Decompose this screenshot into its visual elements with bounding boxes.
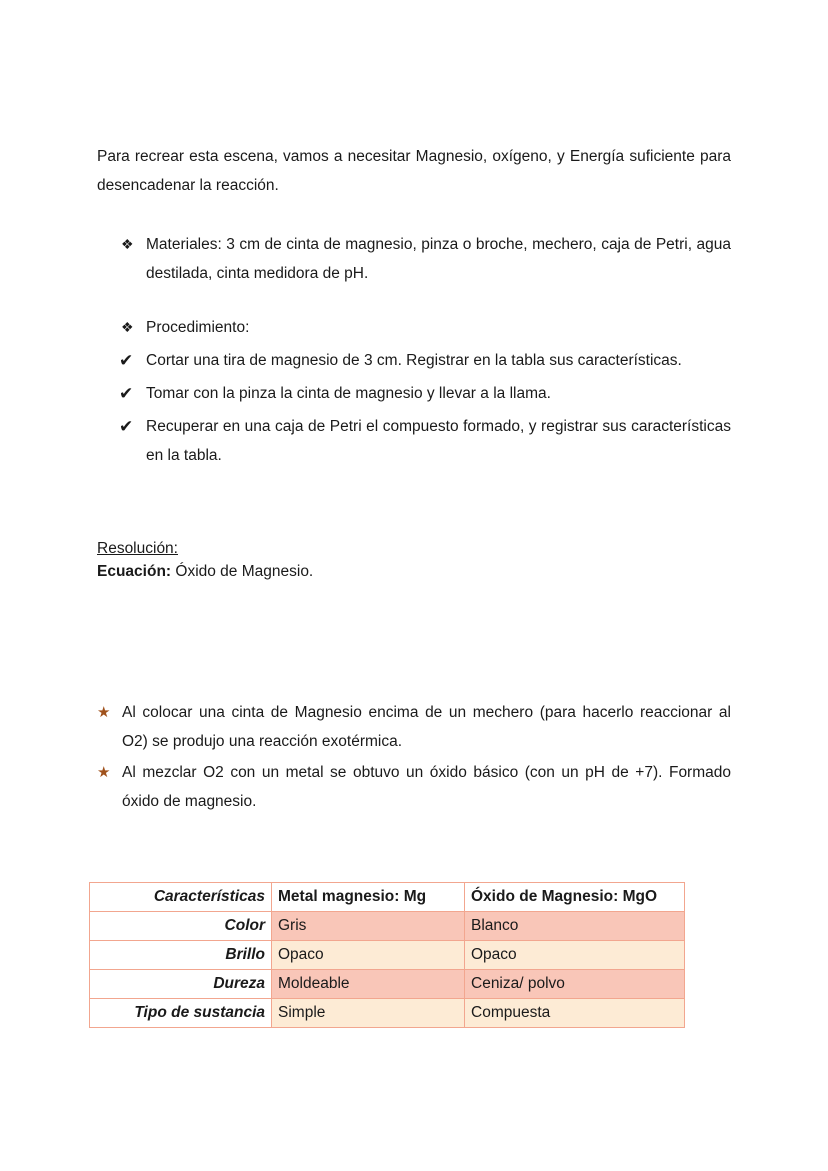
table-cell: Compuesta: [465, 999, 685, 1028]
observation-item: [97, 758, 731, 816]
resolution-title: Resolución:: [97, 540, 178, 557]
checkmark-icon: ✔: [119, 417, 134, 436]
procedure-step: [97, 379, 731, 408]
characteristics-table: [89, 882, 685, 1028]
equation-text: Óxido de Magnesio.: [171, 563, 314, 580]
table-row: [90, 999, 685, 1028]
table-row: [90, 970, 685, 999]
star-icon: ★: [97, 764, 111, 781]
document-page: [97, 142, 731, 818]
table-header-cell: Metal magnesio: Mg: [272, 883, 465, 912]
table-header-cell: Características: [90, 883, 272, 912]
observation-text: Al colocar una cinta de Magnesio encima de un mechero (para hacerlo reaccionar al O2) se produjo una reacción exotérmica.: [122, 704, 731, 750]
table-row: [90, 912, 685, 941]
observation-item: [97, 698, 731, 756]
procedure-list: [97, 313, 731, 470]
table-cell: Simple: [272, 999, 465, 1028]
procedure-title: Procedimiento:: [146, 319, 250, 336]
equation-line: [97, 563, 731, 581]
procedure-step: [97, 412, 731, 470]
checkmark-icon: ✔: [119, 384, 134, 403]
procedure-title-item: [97, 313, 731, 342]
table-cell: Gris: [272, 912, 465, 941]
procedure-step: [97, 346, 731, 375]
row-label: Color: [90, 912, 272, 941]
row-label: Tipo de sustancia: [90, 999, 272, 1028]
procedure-step-text: Recuperar en una caja de Petri el compuesto formado, y registrar sus características en la tabla.: [146, 418, 731, 464]
table-cell: Blanco: [465, 912, 685, 941]
star-icon: ★: [97, 704, 111, 721]
table-cell: Ceniza/ polvo: [465, 970, 685, 999]
intro-paragraph: Para recrear esta escena, vamos a necesitar Magnesio, oxígeno, y Energía suficiente para desencadenar la reacción.: [97, 148, 731, 194]
table-cell: Opaco: [465, 941, 685, 970]
procedure-step-text: Cortar una tira de magnesio de 3 cm. Registrar en la tabla sus características.: [146, 352, 682, 369]
equation-label: Ecuación:: [97, 563, 172, 580]
table-header-cell: Óxido de Magnesio: MgO: [465, 883, 685, 912]
checkmark-icon: ✔: [119, 351, 134, 370]
observations-list: [97, 698, 731, 816]
row-label: Dureza: [90, 970, 272, 999]
row-label: Brillo: [90, 941, 272, 970]
table-row: [90, 941, 685, 970]
materials-item: [97, 230, 731, 288]
diamond-quad-icon: ❖: [121, 236, 134, 252]
observation-text: Al mezclar O2 con un metal se obtuvo un óxido básico (con un pH de +7). Formado óxido de magnesio.: [122, 764, 731, 810]
resolution-section: [97, 534, 731, 581]
diamond-quad-icon: ❖: [121, 319, 134, 335]
procedure-step-text: Tomar con la pinza la cinta de magnesio y llevar a la llama.: [146, 385, 551, 402]
materials-text: Materiales: 3 cm de cinta de magnesio, pinza o broche, mechero, caja de Petri, agua destilada, cinta medidora de pH.: [146, 236, 731, 282]
table-cell: Moldeable: [272, 970, 465, 999]
table-header-row: [90, 883, 685, 912]
table-cell: Opaco: [272, 941, 465, 970]
